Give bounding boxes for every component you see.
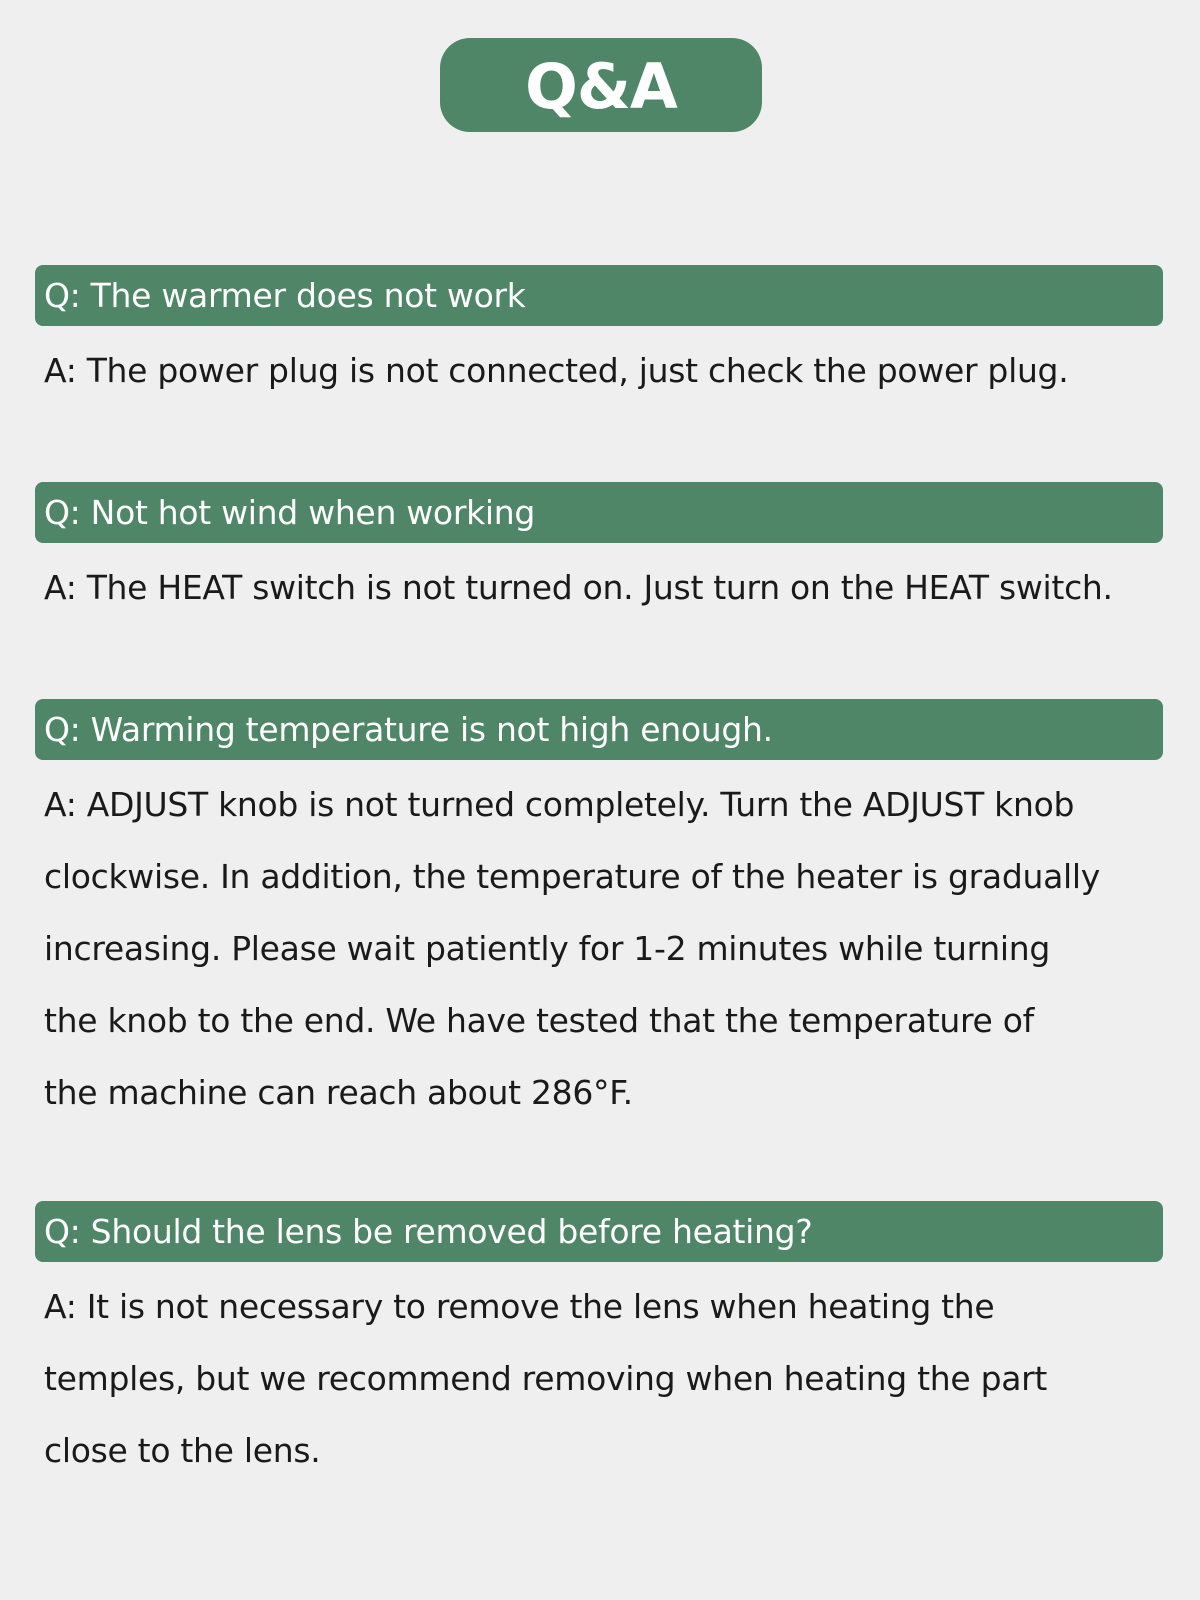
page-title: Q&A <box>525 50 677 123</box>
answer-line: A: The power plug is not connected, just check the power plug. <box>44 351 1069 390</box>
question-bar <box>35 482 1163 543</box>
question-bar <box>35 265 1163 326</box>
qa-item <box>35 265 1163 407</box>
answer-line: clockwise. In addition, the temperature of the heater is gradually <box>44 857 1100 896</box>
question-bar <box>35 1201 1163 1262</box>
qa-item <box>35 1201 1163 1487</box>
qa-item <box>35 482 1163 624</box>
answer-line: close to the lens. <box>44 1431 321 1470</box>
answer-line: A: It is not necessary to remove the lens when heating the <box>44 1287 995 1326</box>
answer-line: A: ADJUST knob is not turned completely. Turn the ADJUST knob <box>44 785 1075 824</box>
title-badge <box>440 38 762 132</box>
answer-line: increasing. Please wait patiently for 1-2 minutes while turning <box>44 929 1051 968</box>
question-text: Q: Not hot wind when working <box>44 493 536 532</box>
answer-line: the machine can reach about 286°F. <box>44 1073 633 1112</box>
question-text: Q: Should the lens be removed before heating? <box>44 1212 813 1251</box>
question-text: Q: Warming temperature is not high enough. <box>44 710 773 749</box>
question-bar <box>35 699 1163 760</box>
question-text: Q: The warmer does not work <box>44 276 526 315</box>
answer-line: A: The HEAT switch is not turned on. Just turn on the HEAT switch. <box>44 568 1113 607</box>
qa-item <box>35 699 1163 1129</box>
answer-line: temples, but we recommend removing when heating the part <box>44 1359 1048 1398</box>
answer-line: the knob to the end. We have tested that the temperature of <box>44 1001 1034 1040</box>
